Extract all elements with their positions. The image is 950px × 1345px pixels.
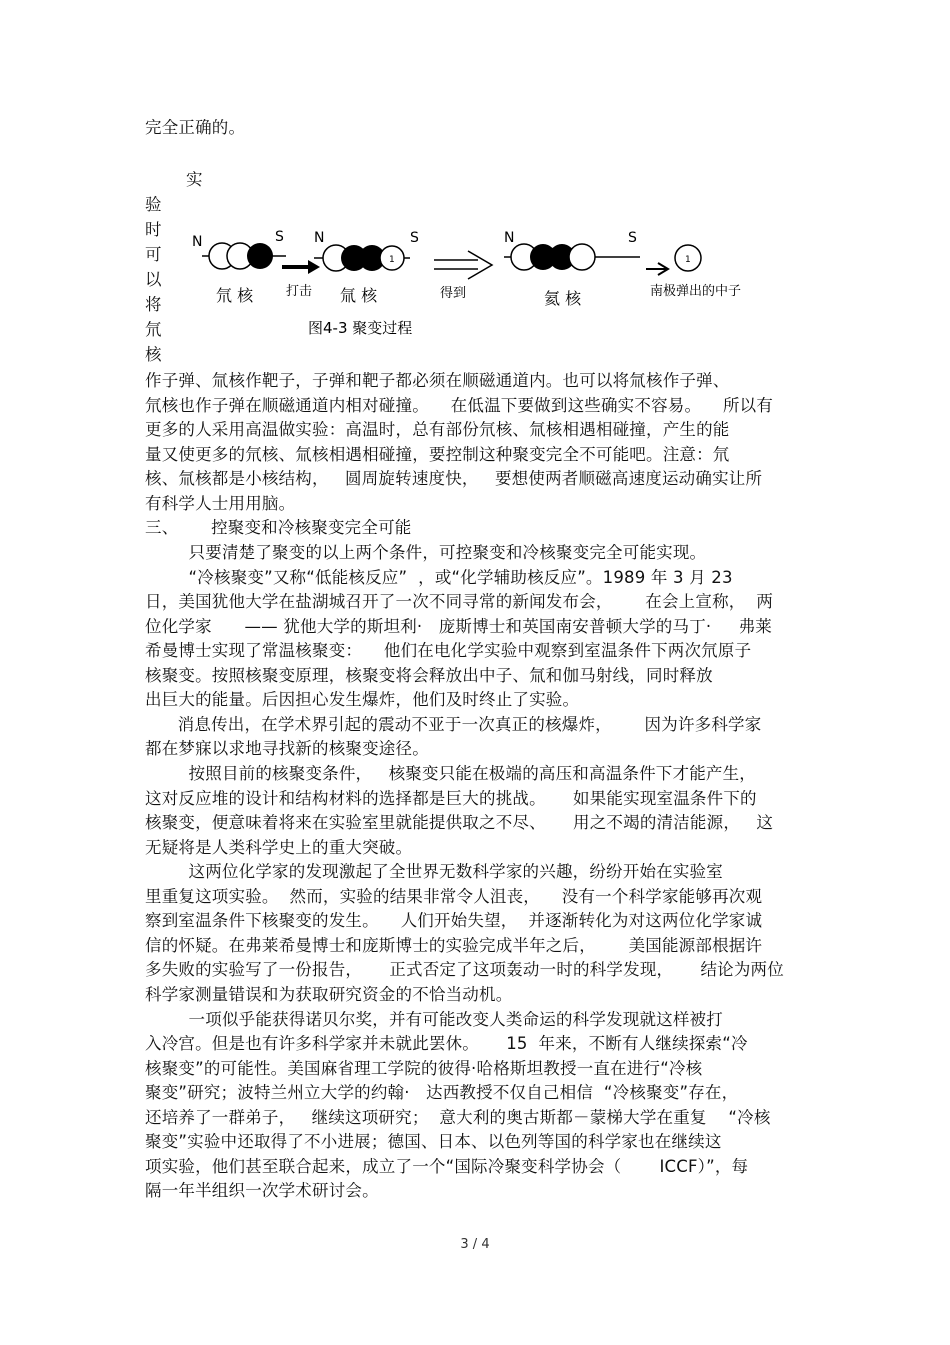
text-line: 还培养了一群弟子， 继续这项研究； 意大利的奥古斯都－蒙梯大学在重复 “冷核 xyxy=(145,1108,771,1127)
result-double-arrow xyxy=(434,251,492,301)
neutron-circle xyxy=(569,244,595,270)
page-number: 3 / 4 xyxy=(460,1237,490,1252)
vertical-char: 将 xyxy=(145,295,162,314)
text-line: “冷核聚变”又称“低能核反应” ，或“化学辅助核反应”。1989 年 3 月 23 xyxy=(145,568,733,587)
deuterium-label: 氘 核 xyxy=(216,286,254,305)
section-heading: 三、 控聚变和冷核聚变完全可能 xyxy=(145,518,412,537)
tritium-label: 氚 核 xyxy=(340,286,378,305)
text-line: 聚变”研究；波特兰州立大学的约翰· 达西教授不仅自己相信 “冷核聚变”存在， xyxy=(145,1083,739,1102)
pole-s-label: S xyxy=(275,229,284,245)
text-line: 作子弹、氚核作靶子，子弹和靶子都必须在顺磁通道内。也可以将氚核作子弹、 xyxy=(145,371,730,390)
text-line: 更多的人采用高温做实验：高温时，总有部份氘核、氚核相遇相碰撞，产生的能 xyxy=(145,420,730,439)
text-line: 察到室温条件下核聚变的发生。 人们开始失望， 并逐渐转化为对这两位化学家诚 xyxy=(145,911,763,930)
vertical-char: 氘 xyxy=(145,320,162,339)
fusion-process-figure xyxy=(188,215,788,345)
proton-circle xyxy=(247,243,273,269)
text-line: 多失败的实验写了一份报告， 正式否定了这项轰动一时的科学发现， 结论为两位 xyxy=(145,960,784,979)
text-line: 信的怀疑。在弗莱希曼博士和庞斯博士的实验完成半年之后， 美国能源部根据许 xyxy=(145,936,763,955)
neutron-ejection xyxy=(646,245,741,299)
text-line: 一项似乎能获得诺贝尔奖，并有可能改变人类命运的科学发现就这样被打 xyxy=(145,1010,723,1029)
vertical-char: 可 xyxy=(145,245,162,264)
text-line: 核、氚核都是小核结构， 圆周旋转速度快， 要想使两者顺磁高速度运动确实让所 xyxy=(145,469,763,488)
text-line: 入冷宫。但是也有许多科学家并未就此罢休。 15 年来，不断有人继续探索“冷 xyxy=(145,1034,748,1053)
text-line: 无疑将是人类科学史上的重大突破。 xyxy=(145,838,413,857)
hit-label: 打击 xyxy=(286,284,313,299)
pole-s-label: S xyxy=(410,230,419,246)
deuterium-nucleus xyxy=(192,229,286,305)
helium-label: 氦 核 xyxy=(544,289,582,308)
vertical-char: 核 xyxy=(145,345,162,364)
pole-s-label: S xyxy=(628,230,637,246)
text-line: 核聚变，便意味着将来在实验室里就能提供取之不尽、 用之不竭的清洁能源， 这 xyxy=(145,813,774,832)
text-line: 氘核也作子弹在顺磁通道内相对碰撞。 在低温下要做到这些确实不容易。 所以有 xyxy=(145,396,774,415)
text-line: 量又使更多的氘核、氚核相遇相碰撞，要控制这种聚变完全不可能吧。注意：氘 xyxy=(145,445,730,464)
neutron-out-label: 南极弹出的中子 xyxy=(650,284,742,299)
text-line: 按照目前的核聚变条件， 核聚变只能在极端的高压和高温条件下才能产生， xyxy=(145,764,756,783)
vertical-char: 以 xyxy=(145,270,162,289)
text-line: 隔一年半组织一次学术研讨会。 xyxy=(145,1181,379,1200)
neutron-mark: 1 xyxy=(389,255,395,265)
text-line: 这对反应堆的设计和结构材料的选择都是巨大的挑战。 如果能实现室温条件下的 xyxy=(145,789,757,808)
pole-n-label: N xyxy=(504,230,515,246)
text-line: 这两位化学家的发现激起了全世界无数科学家的兴趣，纷纷开始在实验室 xyxy=(145,862,723,881)
text-line: 聚变”实验中还取得了不小进展；德国、日本、以色列等国的科学家也在继续这 xyxy=(145,1132,722,1151)
tritium-nucleus xyxy=(314,230,419,305)
pole-n-label: N xyxy=(314,230,325,246)
pole-n-label: N xyxy=(192,234,203,250)
hit-arrow xyxy=(282,260,320,299)
text-line: 有科学人士用用脑。 xyxy=(145,494,296,513)
vertical-char: 实 xyxy=(186,170,203,189)
helium-nucleus xyxy=(504,230,640,308)
figure-caption: 图4-3 聚变过程 xyxy=(308,319,413,337)
text-line: 核聚变”的可能性。美国麻省理工学院的彼得·哈格斯坦教授一直在进行“冷核 xyxy=(145,1059,703,1078)
text-line: 希曼博士实现了常温核聚变： 他们在电化学实验中观察到室温条件下两次氘原子 xyxy=(145,641,752,660)
text-line: 核聚变。按照核聚变原理，核聚变将会释放出中子、氚和伽马射线，同时释放 xyxy=(145,666,713,685)
text-line-top: 完全正确的。 xyxy=(145,118,246,137)
get-label: 得到 xyxy=(440,286,467,301)
text-line: 只要清楚了聚变的以上两个条件，可控聚变和冷核聚变完全可能实现。 xyxy=(145,543,707,562)
text-line: 出巨大的能量。后因担心发生爆炸，他们及时终止了实验。 xyxy=(145,690,580,709)
text-line: 日，美国犹他大学在盐湖城召开了一次不同寻常的新闻发布会， 在会上宣称， 两 xyxy=(145,592,774,611)
text-line: 位化学家 —— 犹他大学的斯坦利· 庞斯博士和英国南安普顿大学的马丁· 弗莱 xyxy=(145,617,772,636)
text-line: 项实验，他们甚至联合起来，成立了一个“国际冷聚变科学协会（ ICCF）”，每 xyxy=(145,1157,749,1176)
text-line: 里重复这项实验。 然而，实验的结果非常令人沮丧， 没有一个科学家能够再次观 xyxy=(145,887,763,906)
text-line: 科学家测量错误和为获取研究资金的不恰当动机。 xyxy=(145,985,513,1004)
text-line: 都在梦寐以求地寻找新的核聚变途径。 xyxy=(145,739,429,758)
neutron-mark: 1 xyxy=(685,255,691,265)
vertical-char: 验 xyxy=(145,195,162,214)
text-line: 消息传出，在学术界引起的震动不亚于一次真正的核爆炸， 因为许多科学家 xyxy=(145,715,762,734)
vertical-char: 时 xyxy=(145,220,162,239)
